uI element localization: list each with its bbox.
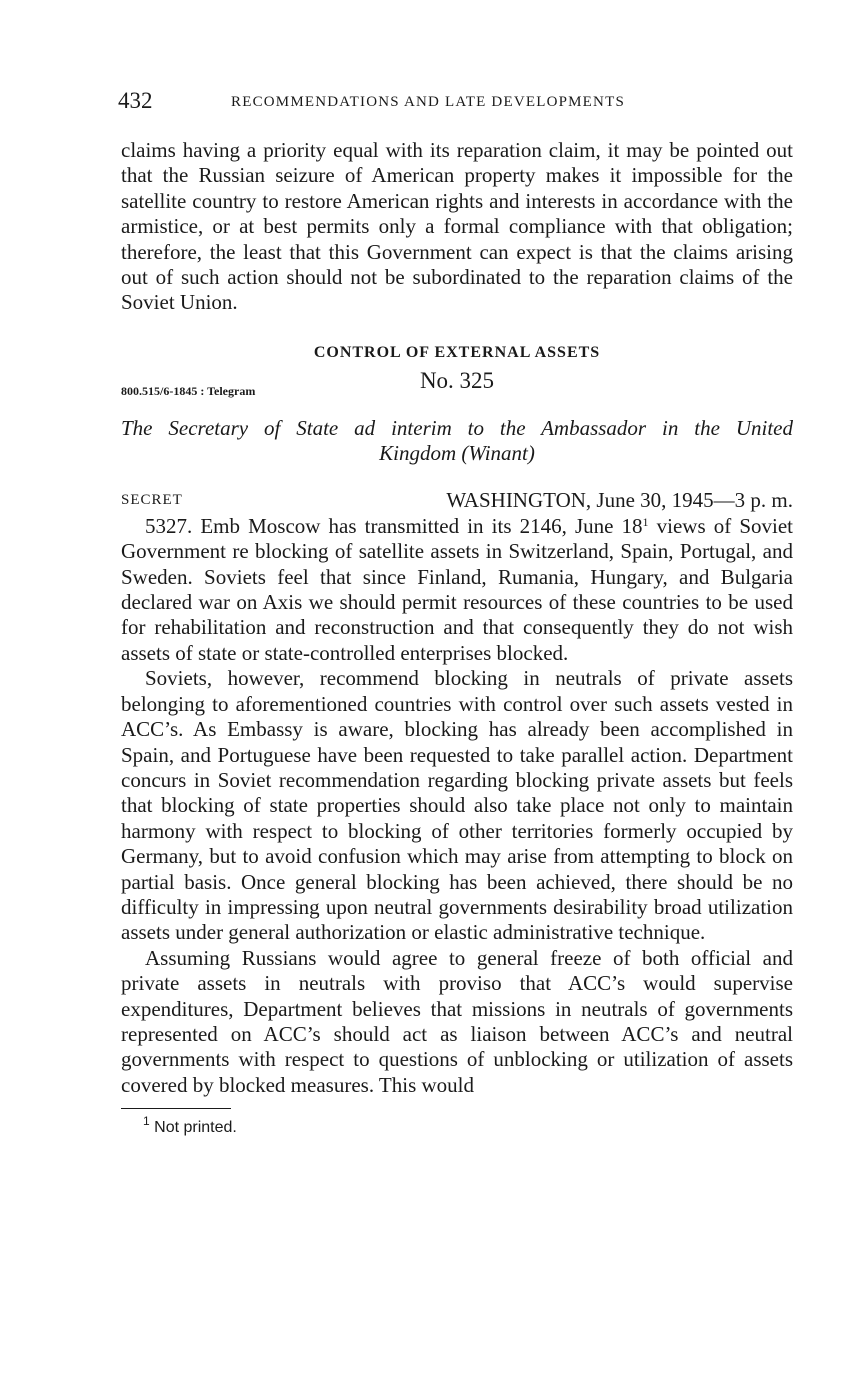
document-number: No. 325 (419, 367, 495, 393)
footnote (121, 1114, 793, 1137)
document-header (121, 368, 793, 398)
document-title-line-1: The Secretary of State ad interim to the Ambassador in the United (121, 415, 793, 440)
document-title-line-2: Kingdom (Winant) (379, 440, 535, 465)
footnote-marker: 1 (143, 1114, 150, 1129)
body-paragraph-2: Soviets, however, recommend blocking in neutrals of private assets belonging to aforementioned countries with control over such assets vested in ACC’s. As Embassy is aware, blocking has already been accomplished in Spain, and Portuguese have been requested to take parallel action. Department concurs in Soviet recommendation regarding blocking private assets but feels that blocking of state properties should also take place not only to maintain harmony with respect to blocking of other territories formerly occupied by Germany, but to avoid confusion which may arise from attempting to block on partial basis. Once general blocking has been achieved, there should be no difficulty in impressing upon neutral governments desirability broad utilization assets under general authorization or elastic administrative technique. (121, 666, 793, 945)
footnote-text: Not printed. (154, 1119, 237, 1137)
dateline: WASHINGTON, June 30, 1945—3 p. m. (446, 487, 793, 512)
body-paragraph-3: Assuming Russians would agree to general freeze of both official and private assets in neutrals with proviso that ACC’s would supervise expenditures, Department believes that missions in neutrals of governments represented on ACC’s should act as liaison between ACC’s and neutral governments with respect to questions of unblocking or utilization of assets covered by blocked measures. This would (121, 945, 793, 1097)
page-number: 432 (118, 88, 153, 113)
paragraph-1-continuation: views of Soviet Government re blocking of satellite assets in Switzerland, Spain, Portugal, and Sweden. Soviets feel that since Finland, Rumania, Hungary, and Bulgaria declared war on Axis we should permit resources of these countries to be used for rehabilitation and reconstruction and that consequently they do not wish assets of state or state-controlled enterprises blocked. (121, 513, 794, 665)
document-title (121, 416, 793, 466)
telegram-meta (121, 488, 793, 514)
footnote-divider (121, 1108, 231, 1109)
classification-label: SECRET (121, 491, 183, 508)
running-head (118, 88, 793, 120)
running-head-title: RECOMMENDATIONS AND LATE DEVELOPMENTS (231, 94, 625, 110)
document-page (118, 88, 794, 1137)
footnote-reference: 1 (642, 514, 649, 529)
body-paragraph-1 (121, 514, 793, 666)
section-heading: CONTROL OF EXTERNAL ASSETS (313, 343, 601, 361)
paragraph-1-opening: 5327. Emb Moscow has transmitted in its 2146, June 18 (145, 513, 643, 538)
file-reference: 800.515/6-1845 : Telegram (121, 383, 256, 398)
continuation-paragraph: claims having a priority equal with its reparation claim, it may be pointed out that the Russian seizure of American property makes it impossible for the satellite country to restore American rights and interests in accordance with the armistice, or at best permits only a formal compliance with that obligation; therefore, the least that this Government can expect is that the claims arising out of such action should not be subordinated to the reparation claims of the Soviet Union. (121, 138, 793, 315)
